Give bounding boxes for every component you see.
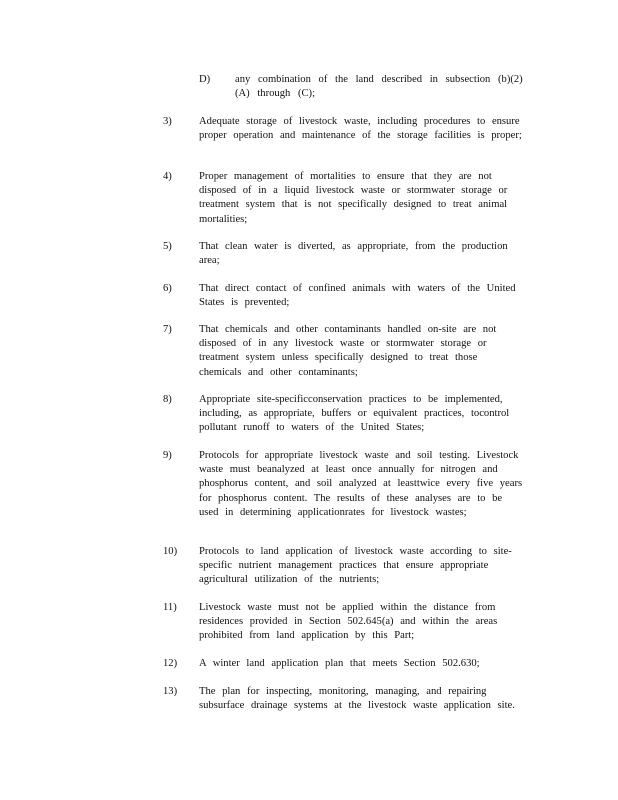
item-text: A winter land application plan that meets Section 502.630; (199, 658, 480, 669)
item-text: Proper management of mortalities to ensure that they are not disposed of in a liquid livestock waste or stormwater storage or treatment system that is not specifically designed to treat animal mortalities; (199, 171, 508, 225)
subsection-text: any combination of the land described in subsection (b)(2)(A) through (C); (235, 74, 523, 100)
item-number: 7) (163, 324, 172, 335)
item-text: Protocols for appropriate livestock waste and soil testing. Livestock waste must beanalyzed at least once annually for nitrogen and phosphorus content, and soil analyzed at leasttwice every five years for phosphorus content. The results of these analyses are to be used in determining applicationrates for livestock wastes; (199, 450, 523, 518)
item-text: Livestock waste must not be applied within the distance from residences provided in Section 502.645(a) and within the areas prohibited from land application by this Part; (199, 602, 498, 642)
item-text: That clean water is diverted, as appropriate, from the production area; (199, 241, 508, 267)
item-text: Adequate storage of livestock waste, including procedures to ensure proper operation and maintenance of the storage facilities is proper; (199, 116, 522, 142)
item-number: 9) (163, 450, 172, 461)
item-number: 5) (163, 241, 172, 252)
item-text: Protocols to land application of livestock waste according to site-specific nutrient management practices that ensure appropriate agricultural utilization of the nutrients; (199, 546, 512, 586)
item-number: 13) (163, 686, 178, 697)
subsection-label: D) (199, 74, 211, 85)
item-text: That direct contact of confined animals with waters of the United States is prevented; (199, 283, 516, 309)
item-number: 4) (163, 171, 172, 182)
item-number: 8) (163, 394, 172, 405)
item-number: 12) (163, 658, 178, 669)
item-number: 10) (163, 546, 178, 557)
item-number: 6) (163, 283, 172, 294)
item-number: 3) (163, 116, 172, 127)
item-text: Appropriate site-specificconservation practices to be implemented, including, as appropriate, buffers or equivalent practices, tocontrol pollutant runoff to waters of the United States; (199, 394, 510, 434)
item-text: That chemicals and other contaminants handled on-site are not disposed of in any livestock waste or stormwater storage or treatment system unless specifically designed to treat those chemicals and other contaminants; (199, 324, 497, 378)
item-text: The plan for inspecting, monitoring, managing, and repairing subsurface drainage systems at the livestock waste application site. (199, 686, 515, 712)
item-number: 11) (163, 602, 177, 613)
